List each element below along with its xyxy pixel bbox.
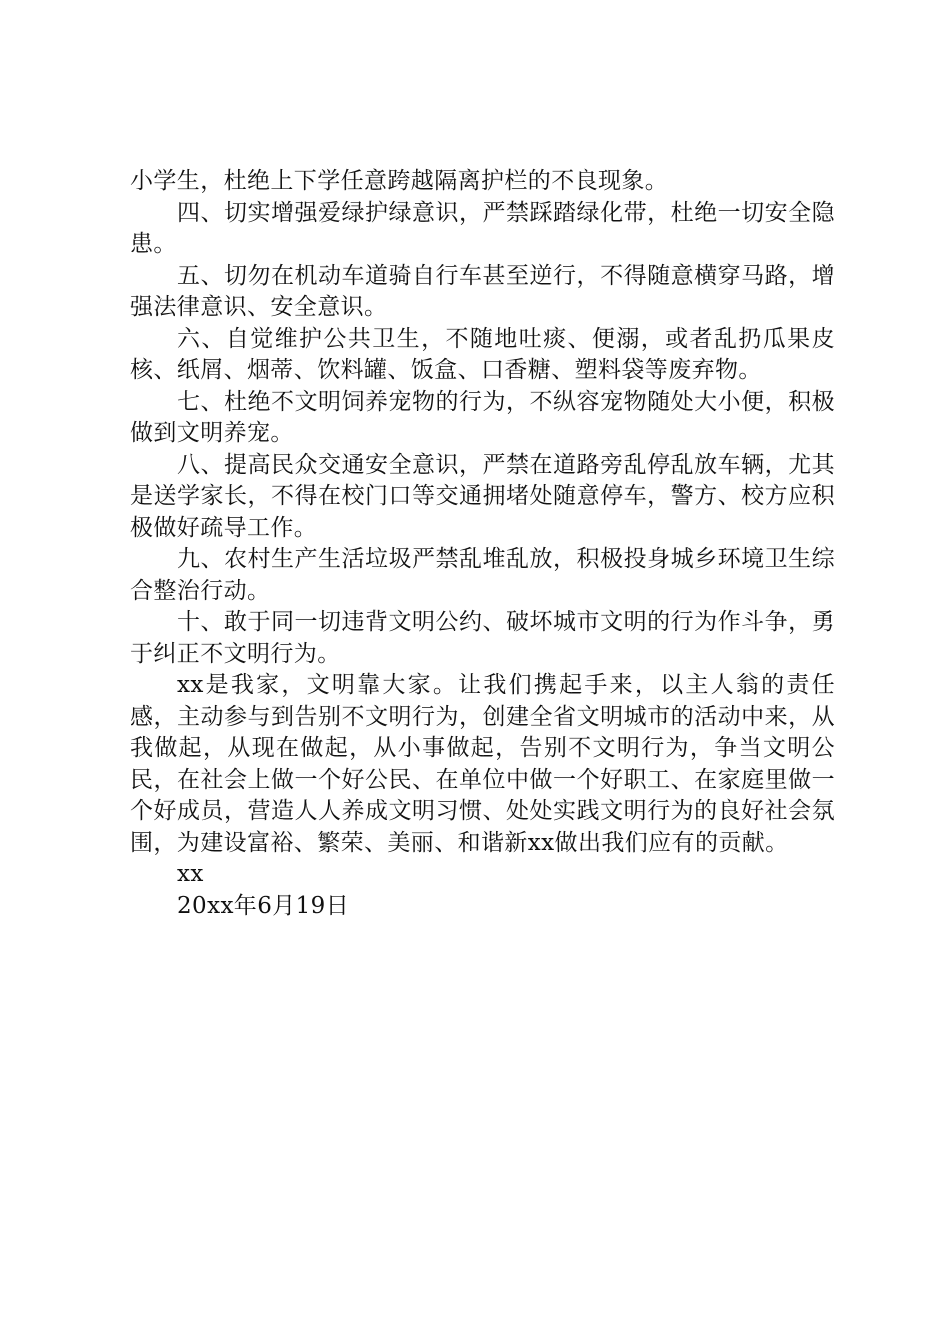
paragraph-closing: xx是我家，文明靠大家。让我们携起手来，以主人翁的责任感，主动参与到告别不文明行为，创建全省文明城市的活动中来，从我做起，从现在做起，从小事做起，告别不文明行为，争当文明公民，在社会上做一个好公民、在单位中做一个好职工、在家庭里做一个好成员，营造人人养成文明习惯、处处实践文明行为的良好社会氛围，为建设富裕、繁荣、美丽、和谐新xx做出我们应有的贡献。: [130, 672, 835, 856]
paragraph-item-7: 七、杜绝不文明饲养宠物的行为，不纵容宠物随处大小便，积极做到文明养宠。: [130, 388, 835, 446]
paragraph-item-10: 十、敢于同一切违背文明公约、破坏城市文明的行为作斗争，勇于纠正不文明行为。: [130, 609, 835, 667]
paragraph-item-8: 八、提高民众交通安全意识，严禁在道路旁乱停乱放车辆，尤其是送学家长，不得在校门口等交通拥堵处随意停车，警方、校方应积极做好疏导工作。: [130, 451, 835, 541]
document-body: [130, 166, 835, 922]
paragraph-item-6: 六、自觉维护公共卫生，不随地吐痰、便溺，或者乱扔瓜果皮核、纸屑、烟蒂、饮料罐、饭盒、口香糖、塑料袋等废弃物。: [130, 325, 835, 383]
paragraph-intro-tail: 小学生，杜绝上下学任意跨越隔离护栏的不良现象。: [130, 168, 669, 194]
date: 20xx年6月19日: [177, 892, 350, 919]
paragraph-item-9: 九、农村生产生活垃圾严禁乱堆乱放，积极投身城乡环境卫生综合整治行动。: [130, 546, 835, 604]
paragraph-item-4: 四、切实增强爱绿护绿意识，严禁踩踏绿化带，杜绝一切安全隐患。: [130, 199, 835, 257]
paragraph-item-5: 五、切勿在机动车道骑自行车甚至逆行，不得随意横穿马路，增强法律意识、安全意识。: [130, 262, 835, 320]
signature: xx: [177, 861, 204, 887]
